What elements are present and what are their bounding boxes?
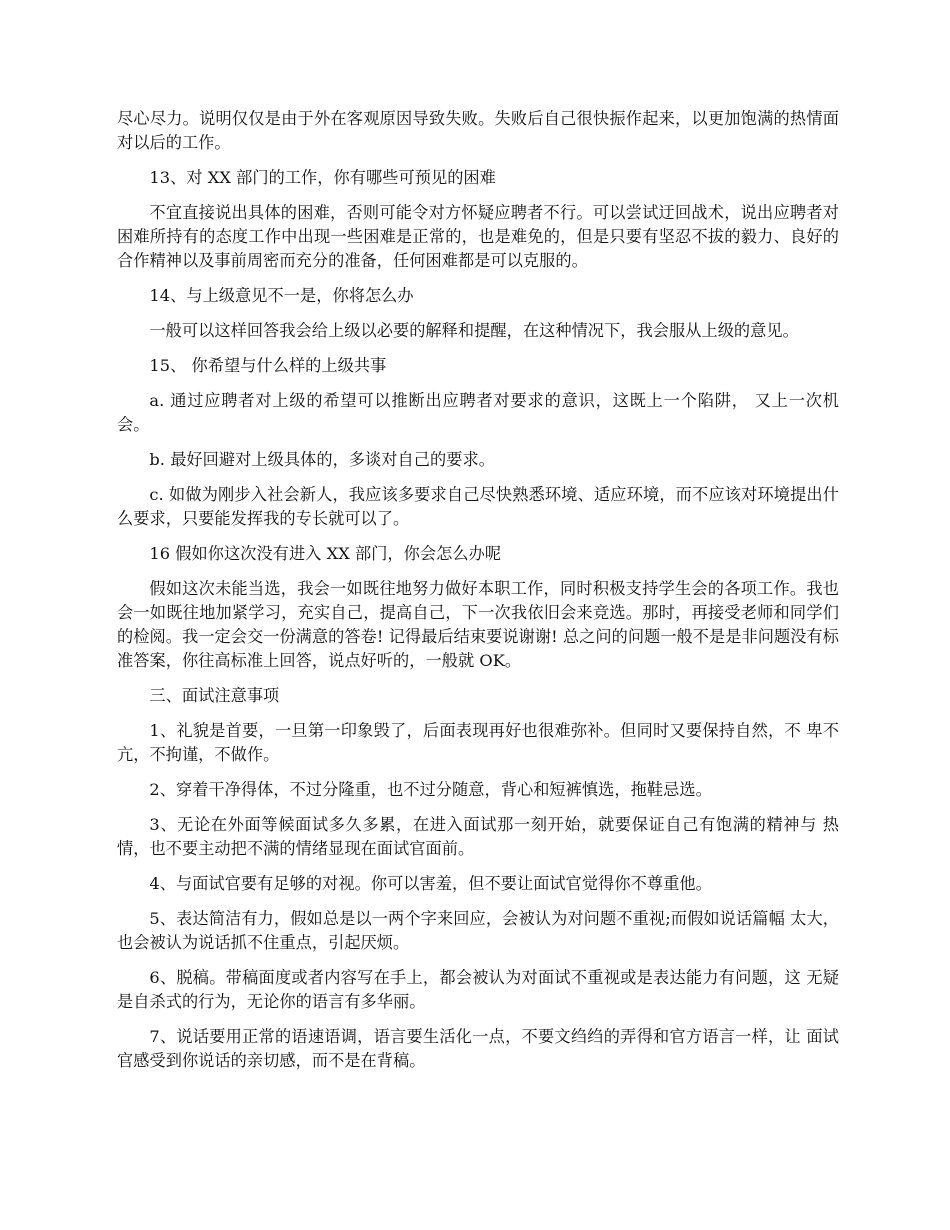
heading-question-13: 13、对 XX 部门的工作，你有哪些可预见的困难 (149, 168, 496, 187)
answer-16: 假如这次未能当选，我会一如既往地努力做好本职工作，同时积极支持学生会的各项工作。我也会一如既往地加紧学习，充实自己，提高自己，下一次我依旧会来竞选。那时，再接受老师和同学们的检阅。我一定会交一份满意的答卷! 记得最后结束要说谢谢! 总之问的问题一般不是是非问题没有标准答案，你往高标准上回答，说点好听的，一般就 OK。 (117, 579, 839, 670)
answer-15-b: b. 最好回避对上级具体的，多谈对自己的要求。 (149, 450, 495, 469)
answer-15-c: c. 如做为刚步入社会新人，我应该多要求自己尽快熟悉环境、适应环境，而不应该对环境提出什么要求，只要能发挥我的专长就可以了。 (117, 485, 839, 528)
note-5: 5、表达简洁有力，假如总是以一两个字来回应，会被认为对问题不重视;而假如说话篇幅 太大，也会被认为说话抓不住重点，引起厌烦。 (117, 909, 839, 952)
paragraph-continuation: 尽心尽力。说明仅仅是由于外在客观原因导致失败。失败后自己很快振作起来，以更加饱满的热情面对以后的工作。 (117, 109, 839, 152)
note-1: 1、礼貌是首要，一旦第一印象毁了，后面表现再好也很难弥补。但同时又要保持自然，不 卑不亢，不拘谨，不做作。 (117, 721, 839, 764)
note-6: 6、脱稿。带稿面度或者内容写在手上，都会被认为对面试不重视或是表达能力有问题，这 无疑是自杀式的行为，无论你的语言有多华丽。 (117, 968, 839, 1011)
answer-15-a: a. 通过应聘者对上级的希望可以推断出应聘者对要求的意识，这既上一个陷阱， 又上一次机会。 (117, 391, 839, 434)
document-page (117, 107, 839, 1084)
heading-question-15: 15、 你希望与什么样的上级共事 (149, 356, 387, 375)
note-4: 4、与面试官要有足够的对视。你可以害羞，但不要让面试官觉得你不尊重他。 (149, 874, 712, 893)
note-3: 3、无论在外面等候面试多久多累，在进入面试那一刻开始，就要保证自己有饱满的精神与 热情，也不要主动把不满的情绪显现在面试官面前。 (117, 815, 839, 858)
heading-question-14: 14、与上级意见不一是，你将怎么办 (149, 286, 414, 305)
answer-13: 不宜直接说出具体的困难，否则可能令对方怀疑应聘者不行。可以尝试迂回战术，说出应聘者对困难所持有的态度工作中出现一些困难是正常的，也是难免的，但是只要有坚忍不拔的毅力、良好的合作精神以及事前周密而充分的准备，任何困难都是可以克服的。 (117, 203, 839, 270)
answer-14: 一般可以这样回答我会给上级以必要的解释和提醒，在这种情况下，我会服从上级的意见。 (149, 321, 799, 340)
heading-question-16: 16 假如你这次没有进入 XX 部门，你会怎么办呢 (149, 544, 502, 563)
note-2: 2、穿着干净得体，不过分隆重，也不过分随意，背心和短裤慎选，拖鞋忌选。 (149, 780, 712, 799)
note-7: 7、说话要用正常的语速语调，语言要生活化一点，不要文绉绉的弄得和官方语言一样，让 面试官感受到你说话的亲切感，而不是在背稿。 (117, 1027, 839, 1070)
section-heading-interview-notes: 三、面试注意事项 (149, 686, 280, 705)
